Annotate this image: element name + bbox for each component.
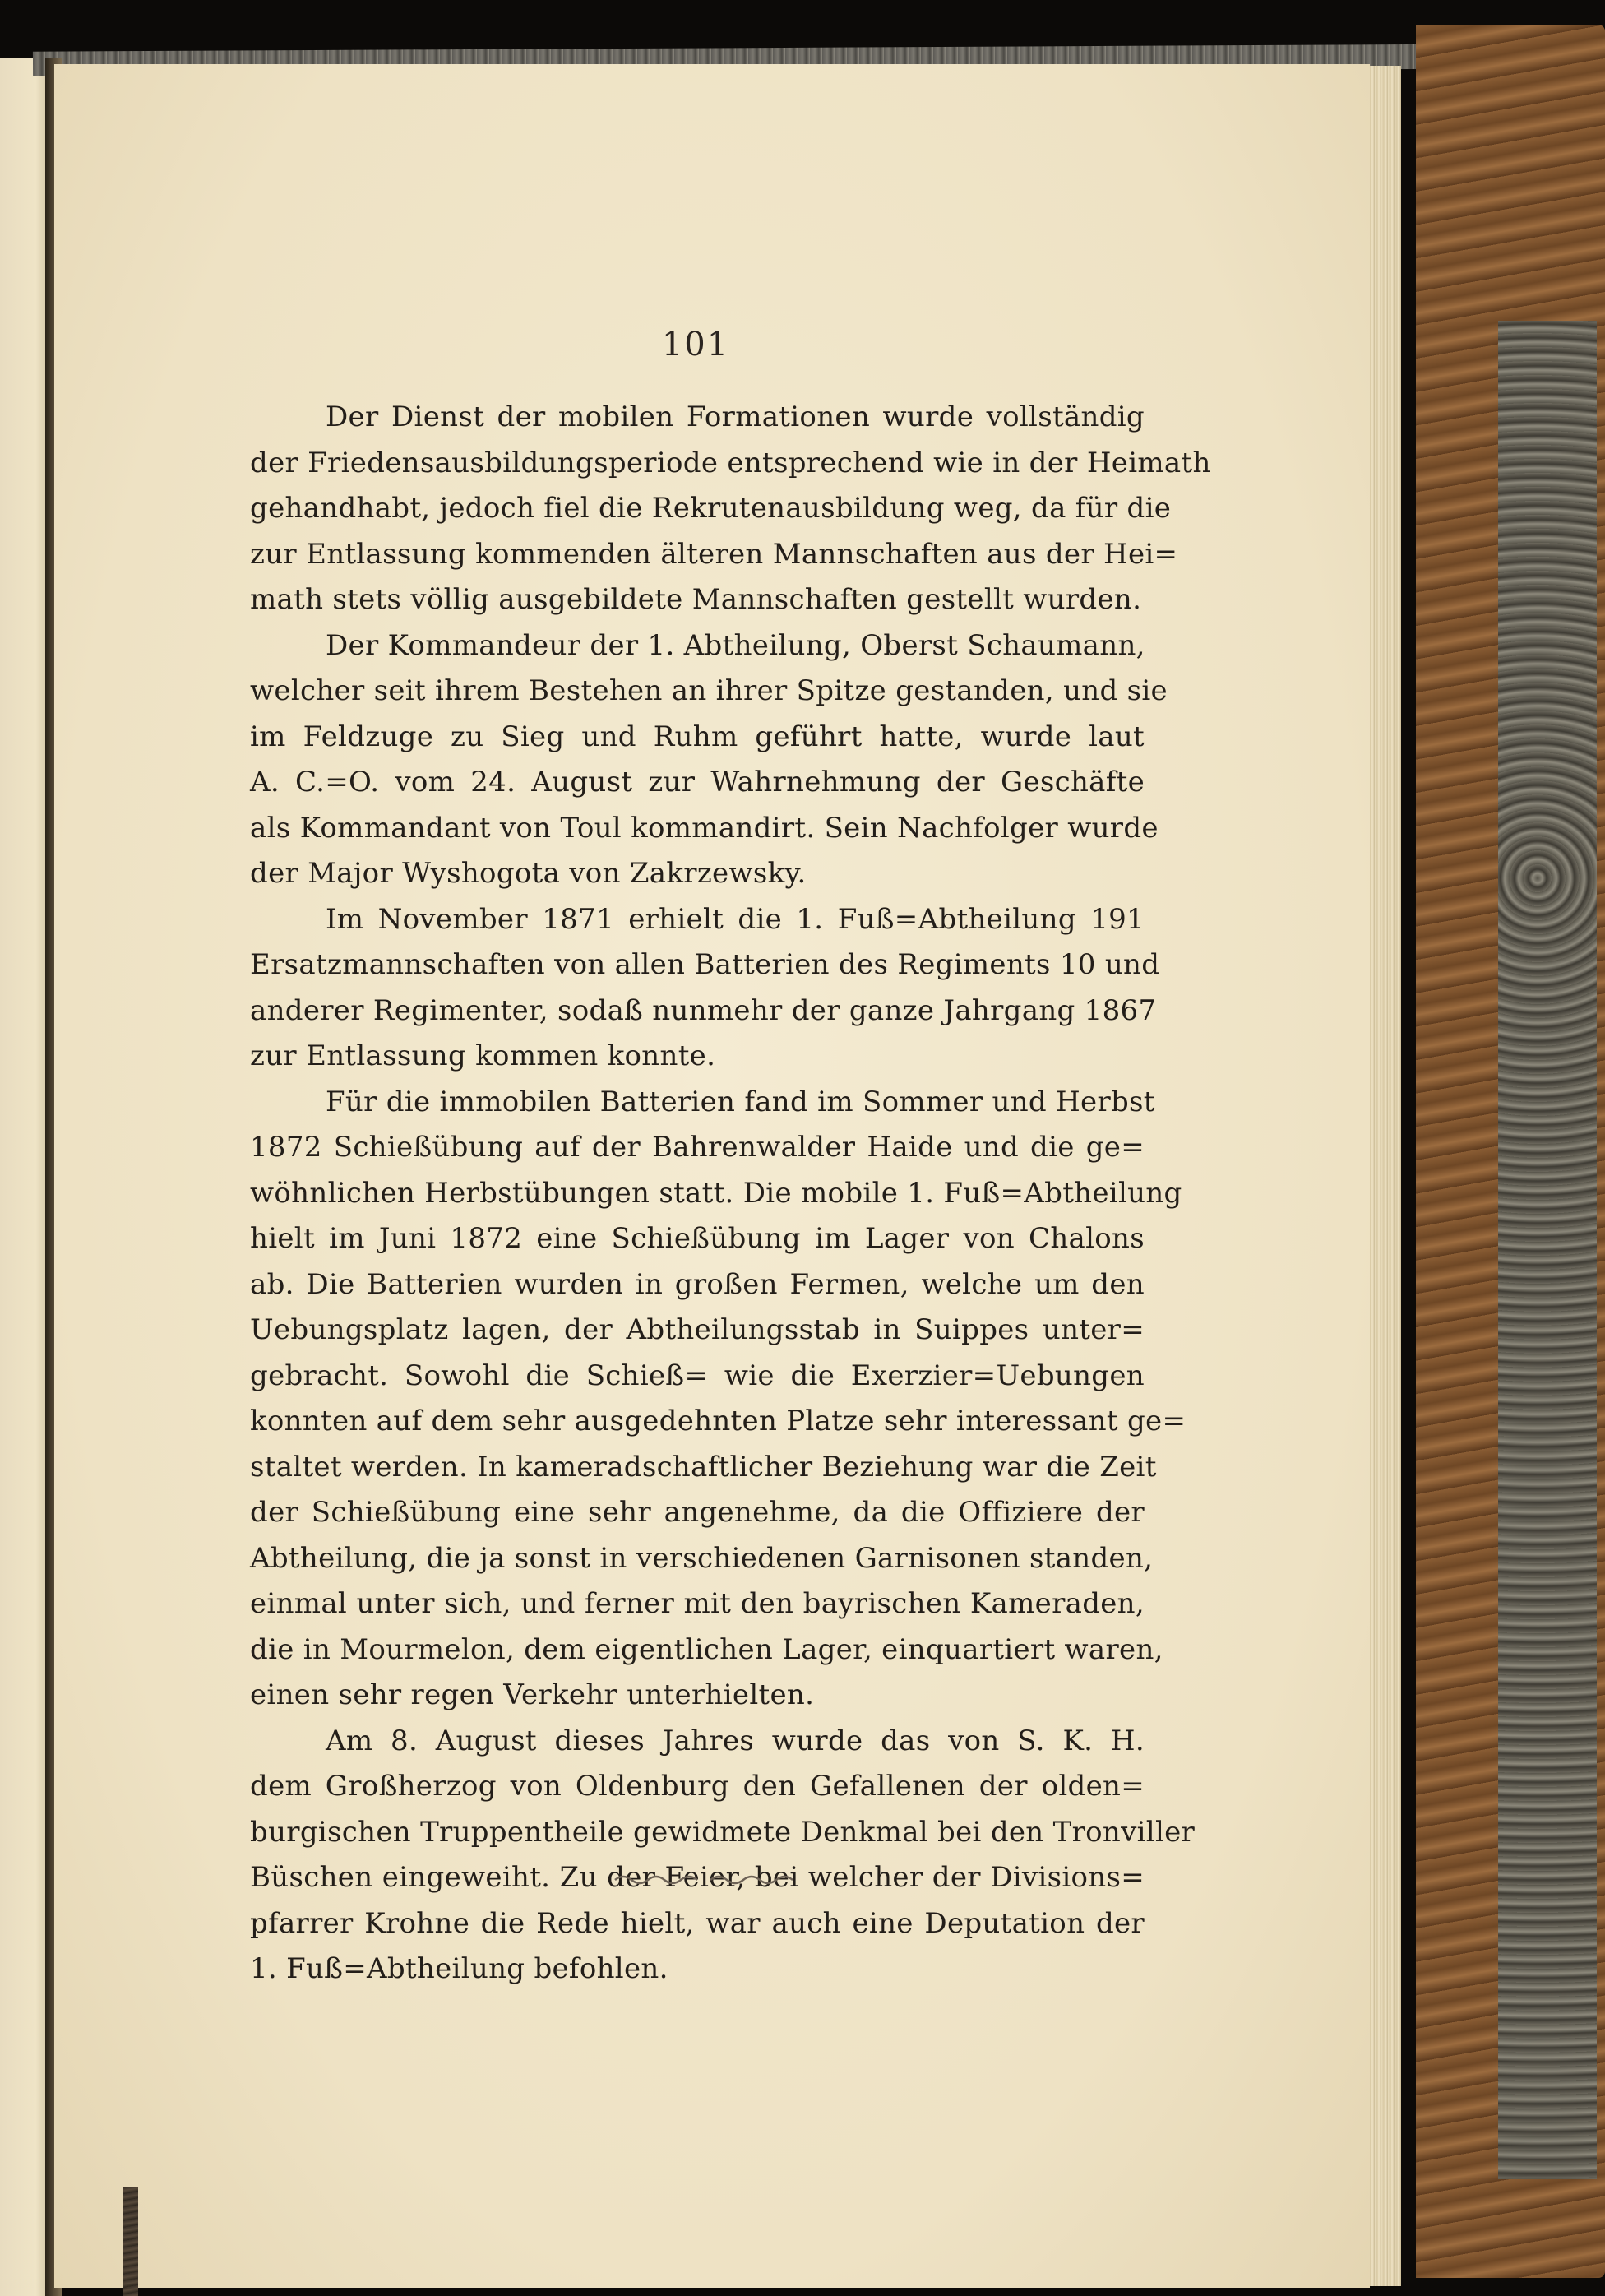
book-page <box>54 64 1370 2288</box>
book-cover-right <box>1416 25 1605 2278</box>
text-line: der Friedensausbildungsperiode entsprechend wie in der Heimath <box>250 446 1211 479</box>
text-line: zur Entlassung kommenden älteren Mannschaften aus der Hei= <box>250 537 1178 571</box>
text-line: Abtheilung, die ja sonst in verschiedenen Garnisonen standen, <box>250 1541 1154 1575</box>
text-line: im Feldzuge zu Sieg und Ruhm geführt hatte, wurde laut <box>250 720 1145 753</box>
text-line: Am 8. August dieses Jahres wurde das von S. K. H. <box>326 1724 1145 1757</box>
bookmark-ribbon <box>123 2187 138 2296</box>
text-line: welcher seit ihrem Bestehen an ihrer Spitze gestanden, und sie <box>250 674 1168 707</box>
text-line: einmal unter sich, und ferner mit den bayrischen Kameraden, <box>250 1587 1145 1620</box>
marbled-endpaper <box>1498 321 1597 2179</box>
text-line: anderer Regimenter, sodaß nunmehr der ganze Jahrgang 1867 <box>250 993 1157 1027</box>
text-line: Für die immobilen Batterien fand im Sommer und Herbst <box>326 1085 1155 1118</box>
text-line: Im November 1871 erhielt die 1. Fuß=Abtheilung 191 <box>326 902 1145 936</box>
body-text <box>250 395 1211 1993</box>
text-line: 1. Fuß=Abtheilung befohlen. <box>250 1952 668 1985</box>
text-line: Der Kommandeur der 1. Abtheilung, Oberst Schaumann, <box>326 628 1145 662</box>
text-line: Der Dienst der mobilen Formationen wurde vollständig <box>326 400 1145 433</box>
closing-ornament <box>613 1870 794 1890</box>
text-line: dem Großherzog von Oldenburg den Gefallenen der olden= <box>250 1770 1145 1803</box>
text-line: wöhnlichen Herbstübungen statt. Die mobile 1. Fuß=Abtheilung <box>250 1176 1182 1210</box>
text-line: staltet werden. In kameradschaftlicher Beziehung war die Zeit <box>250 1450 1157 1484</box>
text-line: 1872 Schießübung auf der Bahrenwalder Haide und die ge= <box>250 1131 1145 1164</box>
text-line: als Kommandant von Toul kommandirt. Sein Nachfolger wurde <box>250 811 1159 845</box>
text-line: pfarrer Krohne die Rede hielt, war auch eine Deputation der <box>250 1906 1145 1940</box>
text-line: konnten auf dem sehr ausgedehnten Platze sehr interessant ge= <box>250 1405 1186 1437</box>
text-line: einen sehr regen Verkehr unterhielten. <box>250 1678 815 1711</box>
text-line: zur Entlassung kommen konnte. <box>250 1039 716 1072</box>
text-line: Uebungsplatz lagen, der Abtheilungsstab in Suippes unter= <box>250 1313 1145 1346</box>
text-line: burgischen Truppentheile gewidmete Denkmal bei den Tronviller <box>250 1815 1196 1849</box>
text-line: A. C.=O. vom 24. August zur Wahrnehmung der Geschäfte <box>250 766 1145 799</box>
text-line: gebracht. Sowohl die Schieß= wie die Exerzier=Uebungen <box>250 1359 1145 1392</box>
text-line: die in Mourmelon, dem eigentlichen Lager, einquartiert waren, <box>250 1632 1163 1666</box>
text-line: Ersatzmannschaften von allen Batterien des Regiments 10 und <box>250 948 1160 981</box>
text-line: gehandhabt, jedoch fiel die Rekrutenausbildung weg, da für die <box>250 492 1172 525</box>
text-line: math stets völlig ausgebildete Mannschaften gestellt wurden. <box>250 583 1142 616</box>
text-line: Büschen eingeweiht. Zu der Feier, bei welcher der Divisions= <box>250 1861 1145 1894</box>
page-number: 101 <box>661 326 730 363</box>
text-line: ab. Die Batterien wurden in großen Fermen, welche um den <box>250 1267 1145 1301</box>
text-line: der Major Wyshogota von Zakrzewsky. <box>250 857 807 890</box>
left-page-edge <box>0 58 51 2296</box>
text-line: hielt im Juni 1872 eine Schießübung im Lager von Chalons <box>250 1222 1145 1255</box>
text-line: der Schießübung eine sehr angenehme, da die Offiziere der <box>250 1496 1145 1529</box>
